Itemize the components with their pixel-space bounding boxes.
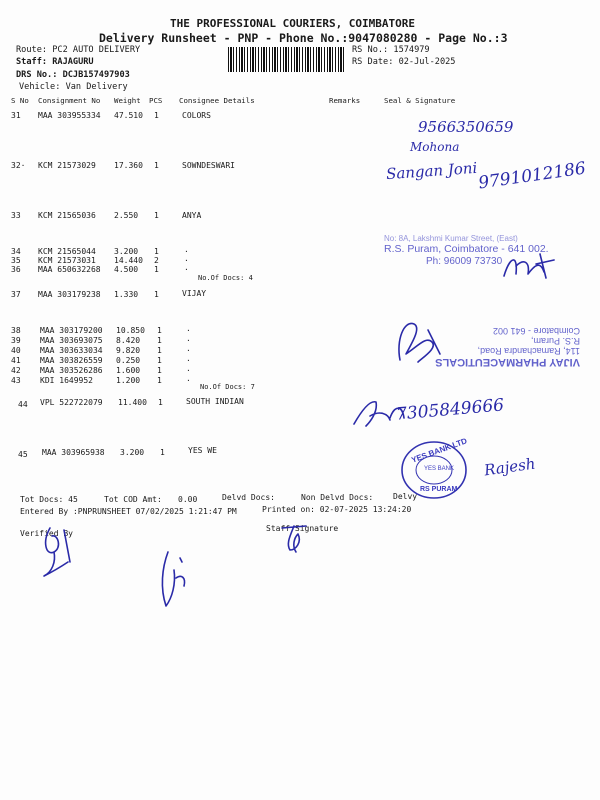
row-consignee: . [184, 254, 189, 263]
row-weight: 1.200 [116, 376, 141, 385]
row-weight: 8.420 [116, 336, 141, 345]
row-consignment: MAA 303633034 [40, 346, 103, 355]
row-pcs: 1 [154, 111, 159, 120]
handwritten-signature: Rajesh [482, 454, 537, 480]
stamp-line: R.S. Puram, [530, 336, 580, 346]
row-pcs: 1 [154, 247, 159, 256]
row-sno: 35 [11, 256, 21, 265]
row-consignee: . [186, 324, 191, 333]
row-weight: 1.330 [114, 290, 139, 299]
total-cod-label: Tot COD Amt: [104, 495, 162, 504]
row-consignment: MAA 303826559 [40, 356, 103, 365]
staff-label: Staff: RAJAGURU [16, 57, 94, 67]
delivery-label: Delvy [393, 492, 418, 501]
row-weight: 3.200 [114, 247, 139, 256]
delivery-signature [392, 310, 452, 370]
runsheet-title: Delivery Runsheet - PNP - Phone No.:9047080280 - Page No.:3 [99, 31, 508, 45]
row-sno: 38 [11, 326, 21, 335]
row-consignee: SOUTH INDIAN [186, 397, 244, 406]
row-consignment: KDI 1649952 [40, 376, 93, 385]
row-consignee: YES WE [188, 446, 217, 455]
row-consignment: MAA 303955334 [38, 111, 101, 120]
address-stamp-line: No: 8A, Lakshmi Kumar Street, (East) [384, 234, 518, 243]
handwritten-phone: 9566350659 [418, 118, 514, 136]
row-consignee: . [186, 364, 191, 373]
stamp-line: YES BANK LTD [410, 436, 469, 465]
row-consignment: MAA 650632268 [38, 265, 101, 274]
row-sno: 43 [11, 376, 21, 385]
row-consignee: . [186, 344, 191, 353]
row-weight: 47.510 [114, 111, 143, 120]
handwritten-phone: 7305849666 [395, 395, 505, 425]
stamp-line: 114, Ramachandra Road, [477, 346, 580, 356]
col-sno: S No [11, 96, 29, 105]
stamp-line: YES BANK [424, 466, 455, 472]
docs-count-note: No.Of Docs: 7 [200, 383, 255, 391]
row-weight: 9.820 [116, 346, 141, 355]
stamp-line: VIJAY PHARMACEUTICALS [435, 356, 580, 368]
verifier-signature [36, 522, 86, 582]
row-consignment: MAA 303693075 [40, 336, 103, 345]
row-weight: 10.850 [116, 326, 145, 335]
row-weight: 14.440 [114, 256, 143, 265]
route-label: Route: PC2 AUTO DELIVERY [16, 45, 141, 55]
row-consignee: SOWNDESWARI [182, 161, 235, 170]
row-pcs: 1 [157, 336, 162, 345]
row-sno: 39 [11, 336, 21, 345]
col-seal: Seal & Signature [384, 96, 456, 105]
rs-date: RS Date: 02-Jul-2025 [352, 57, 456, 67]
row-pcs: 1 [154, 265, 159, 274]
row-sno: 44 [18, 400, 28, 409]
row-consignment: VPL 522722079 [40, 398, 103, 407]
verified-by-label: Verified By [20, 529, 73, 538]
row-sno: 34 [11, 247, 21, 256]
delivery-signature [500, 248, 560, 284]
verifier-signature [154, 548, 194, 612]
row-consignment: KCM 21573029 [38, 161, 96, 170]
row-weight: 3.200 [120, 448, 145, 457]
non-delivered-docs-label: Non Delvd Docs: [301, 493, 374, 502]
staff-signature-label: Staff Signature [266, 524, 339, 533]
handwritten-phone: 9791012186 [477, 158, 588, 194]
row-consignee: . [186, 374, 191, 383]
row-consignee: . [184, 263, 189, 272]
row-pcs: 1 [157, 376, 162, 385]
row-consignment: MAA 303179238 [38, 290, 101, 299]
col-consignment: Consignment No [38, 96, 101, 105]
col-consignee: Consignee Details [179, 96, 255, 105]
delivered-docs-label: Delvd Docs: [222, 493, 275, 502]
company-name: THE PROFESSIONAL COURIERS, COIMBATORE [170, 17, 416, 30]
row-sno: 41 [11, 356, 21, 365]
address-stamp-line: R.S. Puram, Coimbatore - 641 002. [384, 243, 549, 255]
drs-number: DRS No.: DCJB157497903 [16, 70, 130, 80]
row-consignment: MAA 303179200 [40, 326, 103, 335]
row-consignment: KCM 21565044 [38, 247, 96, 256]
row-consignment: MAA 303526286 [40, 366, 103, 375]
handwritten-signature: Sangan Joni [385, 158, 478, 184]
row-sno: 36 [11, 265, 21, 274]
row-consignee: ANYA [182, 211, 202, 220]
row-sno: 45 [18, 450, 28, 459]
row-pcs: 1 [154, 290, 159, 299]
row-weight: 17.360 [114, 161, 143, 170]
row-weight: 11.400 [118, 398, 147, 407]
row-consignment: KCM 21565036 [38, 211, 96, 220]
row-pcs: 1 [157, 346, 162, 355]
row-pcs: 1 [157, 326, 162, 335]
stamp-line: RS PURAM [420, 486, 458, 493]
row-pcs: 1 [157, 366, 162, 375]
row-consignment: KCM 21573031 [38, 256, 96, 265]
row-pcs: 1 [157, 356, 162, 365]
handwritten-name: Mohona [410, 140, 460, 154]
entered-by: Entered By :PNPRUNSHEET 07/02/2025 1:21:47 PM [20, 507, 237, 516]
row-consignee: COLORS [182, 111, 211, 120]
col-weight: Weight [114, 96, 141, 105]
row-pcs: 1 [160, 448, 165, 457]
barcode [228, 47, 346, 72]
row-sno: 32· [11, 161, 26, 170]
address-stamp-line: Ph: 96009 73730 [426, 256, 503, 267]
row-consignee: VIJAY [182, 289, 207, 298]
docs-count-note: No.Of Docs: 4 [198, 274, 253, 282]
row-weight: 2.550 [114, 211, 139, 220]
col-remarks: Remarks [329, 96, 361, 105]
stamp-line: Coimbatore - 641 002 [492, 326, 580, 336]
row-consignment: MAA 303965938 [42, 448, 105, 457]
total-cod-amount: 0.00 [178, 495, 198, 504]
row-pcs: 1 [154, 161, 159, 170]
row-pcs: 1 [158, 398, 163, 407]
row-pcs: 1 [154, 211, 159, 220]
row-sno: 40 [11, 346, 21, 355]
total-docs: Tot Docs: 45 [20, 495, 78, 504]
row-sno: 31 [11, 111, 21, 120]
printed-on: Printed on: 02-07-2025 13:24:20 [262, 505, 412, 514]
row-sno: 33 [11, 211, 21, 220]
rs-number: RS No.: 1574979 [352, 45, 430, 55]
row-weight: 1.600 [116, 366, 141, 375]
row-weight: 0.250 [116, 356, 141, 365]
row-sno: 42 [11, 366, 21, 375]
row-consignee: . [186, 334, 191, 343]
vehicle-label: Vehicle: Van Delivery [19, 82, 128, 92]
row-weight: 4.500 [114, 265, 139, 274]
col-pcs: PCS [149, 96, 163, 105]
row-consignee: . [186, 354, 191, 363]
row-pcs: 2 [154, 256, 159, 265]
row-consignee: . [184, 245, 189, 254]
row-sno: 37 [11, 290, 21, 299]
staff-signature [276, 520, 316, 556]
